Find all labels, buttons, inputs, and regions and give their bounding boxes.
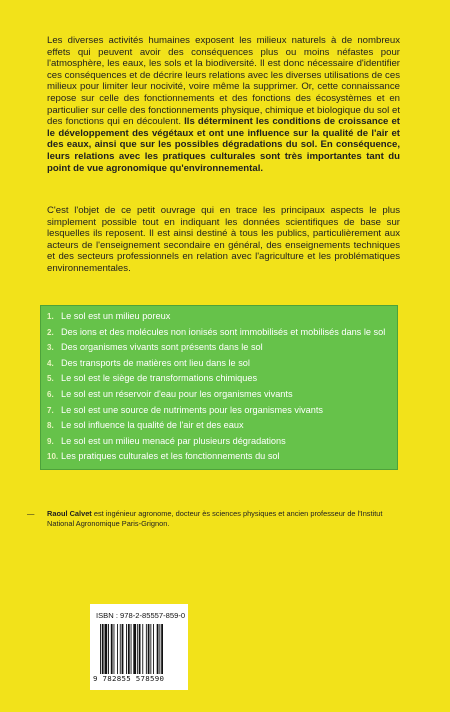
contents-panel xyxy=(40,305,398,470)
isbn-number: ISBN : 978-2-85557-859-0 xyxy=(96,611,186,620)
contents-item-number: 5. xyxy=(47,374,54,384)
author-bio: est ingénieur agronome, docteur ès sciences physiques et ancien professeur de l'Institut National Agronomique Paris-Grignon. xyxy=(47,509,383,528)
contents-item-text: Le sol influence la qualité de l'air et des eaux xyxy=(61,420,244,431)
author-dash: — xyxy=(27,509,35,518)
barcode-icon xyxy=(100,624,184,674)
contents-item xyxy=(47,434,389,450)
contents-item xyxy=(47,356,389,372)
intro-paragraph-1 xyxy=(47,35,400,174)
author-name: Raoul Calvet xyxy=(47,509,92,518)
intro-paragraph-2: C'est l'objet de ce petit ouvrage qui en trace les principaux aspects le plus simplement possible tout en indiquant les données scientifiques de base sur lesquelles ils reposent. Il est ainsi destiné à tous les publics, particulièrement aux acteurs de l'enseignement secondaire en général, des enseignements techniques et des secteurs professionnels en relation avec l'agriculture et les problématiques environnementales. xyxy=(47,205,400,274)
contents-item-number: 8. xyxy=(47,421,54,431)
contents-item-text: Les pratiques culturales et les fonctionnements du sol xyxy=(61,451,280,462)
contents-item xyxy=(47,325,389,341)
contents-item-text: Des organismes vivants sont présents dans le sol xyxy=(61,342,263,353)
contents-item-number: 6. xyxy=(47,389,54,399)
contents-item xyxy=(47,418,389,434)
isbn-barcode-box xyxy=(90,604,188,690)
barcode-digits: 9 782855 578590 xyxy=(93,674,165,683)
contents-item-number: 9. xyxy=(47,436,54,446)
contents-list xyxy=(47,309,389,465)
contents-item xyxy=(47,371,389,387)
contents-item-number: 7. xyxy=(47,405,54,415)
contents-item xyxy=(47,340,389,356)
contents-item-number: 3. xyxy=(47,343,54,353)
contents-item-text: Le sol est une source de nutriments pour les organismes vivants xyxy=(61,404,323,415)
contents-item xyxy=(47,387,389,403)
intro-paragraph-1-bold: Ils déterminent les conditions de croissance et le développement des végétaux et ont une influence sur la qualité de l'air et des eaux, ainsi que sur les possibles dégradations du sol. En conséquence, leurs relations avec les pratiques culturales sont très importantes tant du point de vue agronomique qu'environnemental. xyxy=(47,116,400,174)
author-note xyxy=(27,509,409,528)
intro-paragraph-1-text: Les diverses activités humaines exposent les milieux naturels à de nombreux effets qui peuvent avoir des conséquences plus ou moins néfastes pour l'atmosphère, les eaux, les sols et la biodiversité. Il est donc nécessaire d'identifier ces conséquences et de décrire leurs relations avec les diverses utilisations de ces milieux pour limiter leur nocivité, voire même la supprimer. Or, cette connaissance repose sur celle des fonctionnements et des fonctions des écosystèmes et en particulier sur celle des fonctionnements physique, chimique et biologique du sol et des fonctions qui en découlent. xyxy=(47,35,400,128)
contents-item-text: Le sol est un milieu poreux xyxy=(61,311,171,321)
contents-item-number: 4. xyxy=(47,358,54,368)
contents-item-number: 10. xyxy=(47,452,59,462)
contents-item-number: 1. xyxy=(47,312,54,321)
contents-item xyxy=(47,309,389,325)
contents-item-text: Des transports de matières ont lieu dans le sol xyxy=(61,357,250,368)
contents-item-number: 2. xyxy=(47,327,54,337)
contents-item-text: Des ions et des molécules non ionisés sont immobilisés et mobilisés dans le sol xyxy=(61,326,386,337)
contents-item-text: Le sol est un milieu menacé par plusieurs dégradations xyxy=(61,435,286,446)
contents-item xyxy=(47,403,389,419)
contents-item xyxy=(47,449,389,465)
contents-item-text: Le sol est un réservoir d'eau pour les organismes vivants xyxy=(61,388,293,399)
contents-item-text: Le sol est le siège de transformations chimiques xyxy=(61,373,258,384)
